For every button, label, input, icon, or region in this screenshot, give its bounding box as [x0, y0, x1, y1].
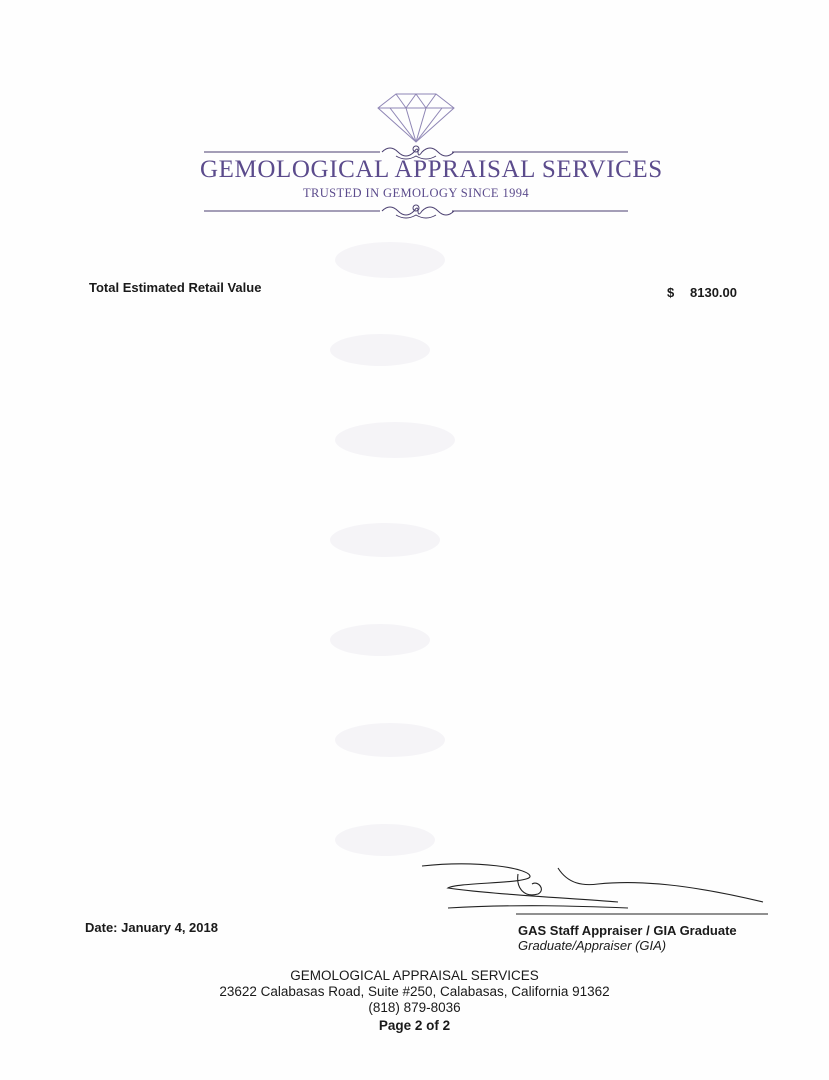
- total-value: 8130.00: [690, 285, 737, 300]
- page-footer: [0, 968, 829, 1034]
- logo-title: GEMOLOGICAL APPRAISAL SERVICES: [200, 156, 663, 183]
- logo-tagline: TRUSTED IN GEMOLOGY SINCE 1994: [302, 186, 530, 200]
- signature-image: [418, 858, 768, 918]
- total-currency-symbol: $: [667, 285, 675, 300]
- footer-company: GEMOLOGICAL APPRAISAL SERVICES: [290, 968, 539, 983]
- appraiser-title: GAS Staff Appraiser / GIA Graduate: [518, 923, 737, 938]
- page-number: Page 2 of 2: [378, 1018, 451, 1033]
- watermark-pattern: [300, 230, 480, 930]
- footer-address: 23622 Calabasas Road, Suite #250, Calabasas, California 91362: [219, 984, 610, 999]
- footer-phone: (818) 879-8036: [368, 1000, 461, 1015]
- appraiser-credential: Graduate/Appraiser (GIA): [518, 938, 667, 953]
- company-logo: [200, 86, 663, 226]
- appraisal-date: Date: January 4, 2018: [85, 920, 218, 935]
- total-label: Total Estimated Retail Value: [89, 280, 262, 295]
